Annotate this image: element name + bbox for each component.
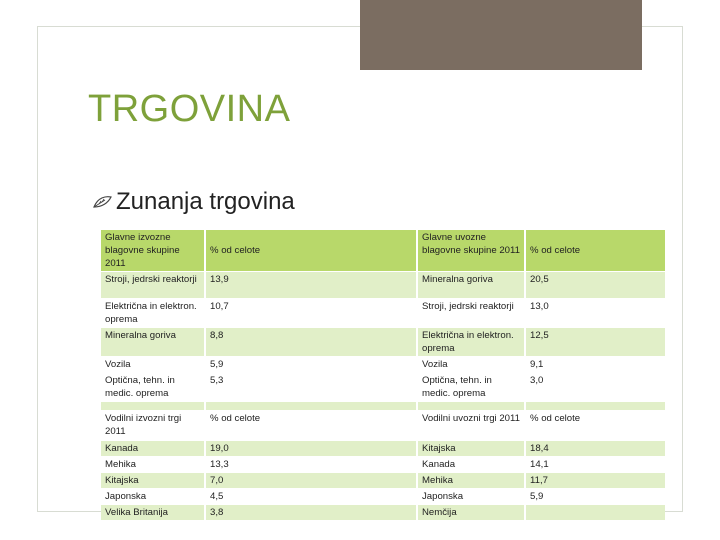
table-row [101, 505, 665, 521]
table-cell: 5,9 [525, 489, 665, 505]
table-cell: 20,5 [525, 272, 665, 299]
table-cell: 18,4 [525, 441, 665, 457]
table-cell: Kitajska [101, 473, 205, 489]
table-cell: Optična, tehn. in medic. oprema [101, 373, 205, 402]
table-cell: Električna in elektron. oprema [417, 328, 525, 357]
table-cell: Električna in elektron. oprema [101, 299, 205, 328]
table-cell: 10,7 [205, 299, 417, 328]
table-row [101, 373, 665, 402]
table-cell [525, 505, 665, 521]
table-cell: Stroji, jedrski reaktorji [417, 299, 525, 328]
table-cell: Mineralna goriva [417, 272, 525, 299]
table-cell: 8,8 [205, 328, 417, 357]
accent-block [360, 0, 642, 70]
trade-table [101, 230, 665, 520]
table-row [101, 441, 665, 457]
table-cell: Mehika [417, 473, 525, 489]
table-cell: Glavne uvozne blagovne skupine 2011 [417, 230, 525, 272]
table-cell: 3,0 [525, 373, 665, 402]
table-cell: Japonska [417, 489, 525, 505]
table-cell: Mehika [101, 457, 205, 473]
table-cell: Kanada [101, 441, 205, 457]
table-cell: 14,1 [525, 457, 665, 473]
bullet-item [92, 188, 295, 216]
table-cell: Kitajska [417, 441, 525, 457]
table-cell: Mineralna goriva [101, 328, 205, 357]
table-cell: Kanada [417, 457, 525, 473]
table-cell: 12,5 [525, 328, 665, 357]
table-row [101, 328, 665, 357]
table-cell: 19,0 [205, 441, 417, 457]
leaf-bullet-icon [92, 195, 112, 209]
table-row [101, 402, 665, 411]
table-cell: Vozila [417, 357, 525, 373]
table-cell: Vodilni uvozni trgi 2011 [417, 411, 525, 441]
table-cell [205, 402, 417, 411]
table-cell: Vozila [101, 357, 205, 373]
table-cell: % od celote [205, 230, 417, 272]
table-row [101, 489, 665, 505]
table-cell: % od celote [525, 230, 665, 272]
table-cell: Velika Britanija [101, 505, 205, 521]
table-row [101, 230, 665, 272]
table-cell: Vodilni izvozni trgi 2011 [101, 411, 205, 441]
table-cell: 5,9 [205, 357, 417, 373]
table-cell: 5,3 [205, 373, 417, 402]
table-cell: % od celote [525, 411, 665, 441]
table-cell: 9,1 [525, 357, 665, 373]
table-row [101, 457, 665, 473]
table-cell [417, 402, 525, 411]
table-cell: % od celote [205, 411, 417, 441]
table-cell [525, 402, 665, 411]
table-cell: Optična, tehn. in medic. oprema [417, 373, 525, 402]
table-row [101, 473, 665, 489]
table-row [101, 357, 665, 373]
table-cell: 7,0 [205, 473, 417, 489]
bullet-text: Zunanja trgovina [116, 188, 295, 215]
table-cell: 13,3 [205, 457, 417, 473]
table-cell: 13,9 [205, 272, 417, 299]
table-cell: Japonska [101, 489, 205, 505]
slide-title: TRGOVINA [88, 88, 291, 130]
table-cell [101, 402, 205, 411]
table-cell: Glavne izvozne blagovne skupine 2011 [101, 230, 205, 272]
table-cell: 11,7 [525, 473, 665, 489]
table-cell: Nemčija [417, 505, 525, 521]
table-row [101, 299, 665, 328]
table-row [101, 272, 665, 299]
table-cell: Stroji, jedrski reaktorji [101, 272, 205, 299]
table-row [101, 411, 665, 441]
table-cell: 13,0 [525, 299, 665, 328]
table-cell: 3,8 [205, 505, 417, 521]
table-cell: 4,5 [205, 489, 417, 505]
